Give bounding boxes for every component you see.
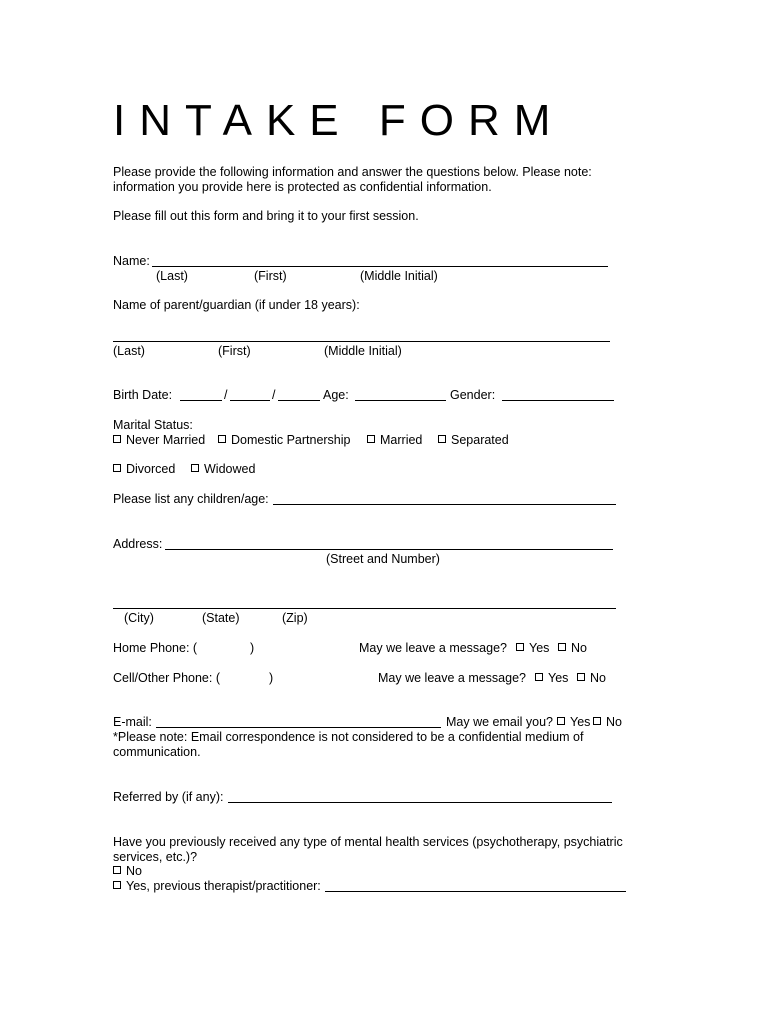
checkbox-icon[interactable] — [577, 673, 585, 681]
marital-divorced[interactable]: Divorced — [113, 462, 175, 477]
checkbox-icon[interactable] — [218, 435, 226, 443]
checkbox-icon[interactable] — [438, 435, 446, 443]
birth-month-field[interactable] — [180, 400, 222, 401]
city-caption: (City) — [124, 611, 154, 625]
name-field[interactable] — [152, 266, 608, 267]
gender-field[interactable] — [502, 400, 614, 401]
name-first-caption: (First) — [254, 269, 287, 283]
street-caption: (Street and Number) — [326, 552, 440, 566]
checkbox-icon[interactable] — [535, 673, 543, 681]
checkbox-icon[interactable] — [113, 464, 121, 472]
name-label: Name: — [113, 254, 150, 268]
state-caption: (State) — [202, 611, 240, 625]
checkbox-icon[interactable] — [367, 435, 375, 443]
home-message-question: May we leave a message? — [359, 641, 507, 655]
guardian-last-caption: (Last) — [113, 344, 145, 358]
page-title: INTAKE FORM — [113, 96, 565, 145]
intro-line-1: Please provide the following information and answer the questions below. Please note: — [113, 165, 592, 179]
email-question: May we email you? — [446, 715, 553, 729]
cell-phone-label: Cell/Other Phone: ( — [113, 671, 220, 685]
checkbox-icon[interactable] — [191, 464, 199, 472]
checkbox-icon[interactable] — [113, 881, 121, 889]
children-field[interactable] — [273, 504, 616, 505]
prior-services-question-2: services, etc.)? — [113, 850, 198, 864]
referred-field[interactable] — [228, 802, 612, 803]
marital-domestic-partnership[interactable]: Domestic Partnership — [218, 433, 351, 448]
name-middle-caption: (Middle Initial) — [360, 269, 438, 283]
home-phone-label: Home Phone: ( — [113, 641, 198, 655]
email-note-line-2: communication. — [113, 745, 201, 759]
checkbox-icon[interactable] — [113, 435, 121, 443]
email-note-line-1: *Please note: Email correspondence is not considered to be a confidential medium of — [113, 730, 584, 744]
cell-message-no[interactable]: No — [577, 671, 606, 686]
checkbox-icon[interactable] — [558, 643, 566, 651]
guardian-label: Name of parent/guardian (if under 18 years): — [113, 298, 360, 312]
checkbox-icon[interactable] — [557, 717, 565, 725]
cell-message-question: May we leave a message? — [378, 671, 526, 685]
checkbox-icon[interactable] — [593, 717, 601, 725]
gender-label: Gender: — [450, 388, 496, 402]
email-field[interactable] — [156, 727, 441, 728]
street-field[interactable] — [165, 549, 613, 550]
marital-married[interactable]: Married — [367, 433, 422, 448]
birth-day-field[interactable] — [230, 400, 270, 401]
guardian-first-caption: (First) — [218, 344, 251, 358]
address-label: Address: — [113, 537, 163, 551]
home-message-no[interactable]: No — [558, 641, 587, 656]
cell-phone-close-paren: ) — [269, 671, 274, 685]
guardian-middle-caption: (Middle Initial) — [324, 344, 402, 358]
referred-label: Referred by (if any): — [113, 790, 224, 804]
city-state-zip-field[interactable] — [113, 608, 616, 609]
home-phone-close-paren: ) — [250, 641, 255, 655]
prior-services-yes[interactable]: Yes, previous therapist/practitioner: — [113, 879, 321, 894]
intro-line-3: Please fill out this form and bring it to your first session. — [113, 209, 419, 223]
cell-message-yes[interactable]: Yes — [535, 671, 568, 686]
prior-services-no[interactable]: No — [113, 864, 142, 879]
previous-therapist-field[interactable] — [325, 891, 626, 892]
birth-date-label: Birth Date: — [113, 388, 173, 402]
guardian-name-field[interactable] — [113, 341, 610, 342]
birth-sep-1: / — [224, 388, 228, 402]
marital-never-married[interactable]: Never Married — [113, 433, 205, 448]
name-last-caption: (Last) — [156, 269, 188, 283]
checkbox-icon[interactable] — [516, 643, 524, 651]
birth-sep-2: / — [272, 388, 276, 402]
age-label: Age: — [323, 388, 349, 402]
checkbox-icon[interactable] — [113, 866, 121, 874]
age-field[interactable] — [355, 400, 446, 401]
marital-separated[interactable]: Separated — [438, 433, 509, 448]
marital-status-label: Marital Status: — [113, 418, 193, 432]
marital-widowed[interactable]: Widowed — [191, 462, 255, 477]
prior-services-question-1: Have you previously received any type of mental health services (psychotherapy, psychiatric — [113, 835, 623, 849]
email-yes[interactable]: Yes — [557, 715, 590, 730]
home-message-yes[interactable]: Yes — [516, 641, 549, 656]
intro-line-2: information you provide here is protected as confidential information. — [113, 180, 492, 194]
zip-caption: (Zip) — [282, 611, 308, 625]
email-no[interactable]: No — [593, 715, 622, 730]
children-label: Please list any children/age: — [113, 492, 269, 506]
email-label: E-mail: — [113, 715, 152, 729]
birth-year-field[interactable] — [278, 400, 320, 401]
